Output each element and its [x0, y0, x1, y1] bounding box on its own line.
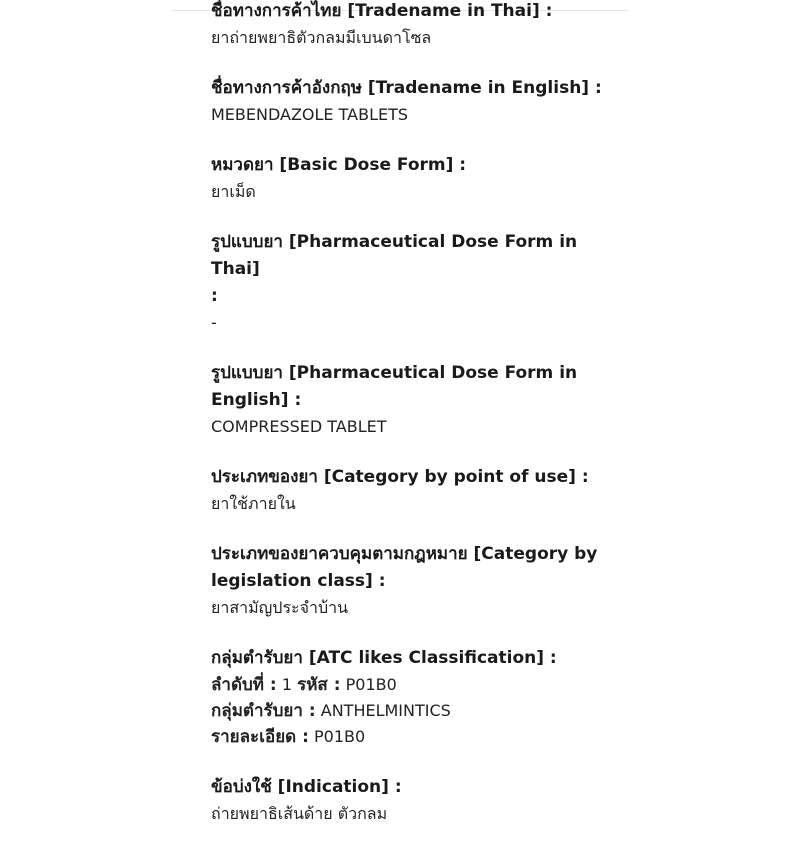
field-label-continued: legislation class] :	[211, 571, 386, 591]
field-label: ประเภทของยา [Category by point of use] :	[211, 467, 589, 487]
field-label: กลุ่มตำรับยา [ATC likes Classification] :	[211, 648, 557, 668]
field-value: COMPRESSED TABLET	[211, 417, 387, 436]
field-dose-form-thai	[211, 229, 631, 336]
field-value: ยาใช้ภายใน	[211, 494, 296, 513]
atc-group-key: กลุ่มตำรับยา :	[211, 701, 316, 721]
field-label: รูปแบบยา [Pharmaceutical Dose Form in Thai]	[211, 232, 578, 279]
atc-order-key: ลำดับที่ :	[211, 675, 277, 695]
field-value: ยาเม็ด	[211, 182, 256, 201]
atc-detail-key: รายละเอียด :	[211, 727, 309, 747]
field-label-continued: English] :	[211, 390, 302, 410]
atc-code-value: P01B0	[345, 675, 397, 694]
field-label: ประเภทของยาควบคุมตามกฎหมาย [Category by	[211, 544, 598, 564]
atc-order-value: 1	[281, 675, 292, 694]
atc-detail-value: P01B0	[314, 727, 366, 746]
field-value: MEBENDAZOLE TABLETS	[211, 105, 409, 124]
field-category-point-of-use	[211, 464, 631, 517]
field-value: ยาถ่ายพยาธิตัวกลมมีเบนดาโซล	[211, 28, 432, 47]
field-basic-dose-form	[211, 152, 631, 205]
field-label-continued: :	[211, 286, 218, 306]
field-dose-form-english	[211, 360, 631, 440]
field-label: ชื่อทางการค้าอังกฤษ [Tradename in English] :	[211, 78, 602, 98]
field-indication	[211, 774, 631, 827]
atc-code-key: รหัส :	[297, 675, 341, 695]
field-value: -	[211, 313, 217, 332]
field-tradename-thai	[211, 0, 631, 51]
field-value: ถ่ายพยาธิเส้นด้าย ตัวกลม	[211, 804, 388, 823]
field-tradename-english	[211, 75, 631, 128]
field-value: ยาสามัญประจำบ้าน	[211, 598, 349, 617]
atc-group-value: ANTHELMINTICS	[320, 701, 451, 720]
field-label: หมวดยา [Basic Dose Form] :	[211, 155, 467, 175]
drug-detail-content	[211, 0, 631, 851]
field-label: ชื่อทางการค้าไทย [Tradename in Thai] :	[211, 1, 553, 21]
atc-order-line	[211, 672, 631, 698]
atc-group-line	[211, 698, 631, 724]
field-legislation-class	[211, 541, 631, 621]
field-atc-classification	[211, 645, 631, 750]
field-label: ข้อบ่งใช้ [Indication] :	[211, 777, 402, 797]
atc-detail-line	[211, 724, 631, 750]
field-label: รูปแบบยา [Pharmaceutical Dose Form in	[211, 363, 578, 383]
